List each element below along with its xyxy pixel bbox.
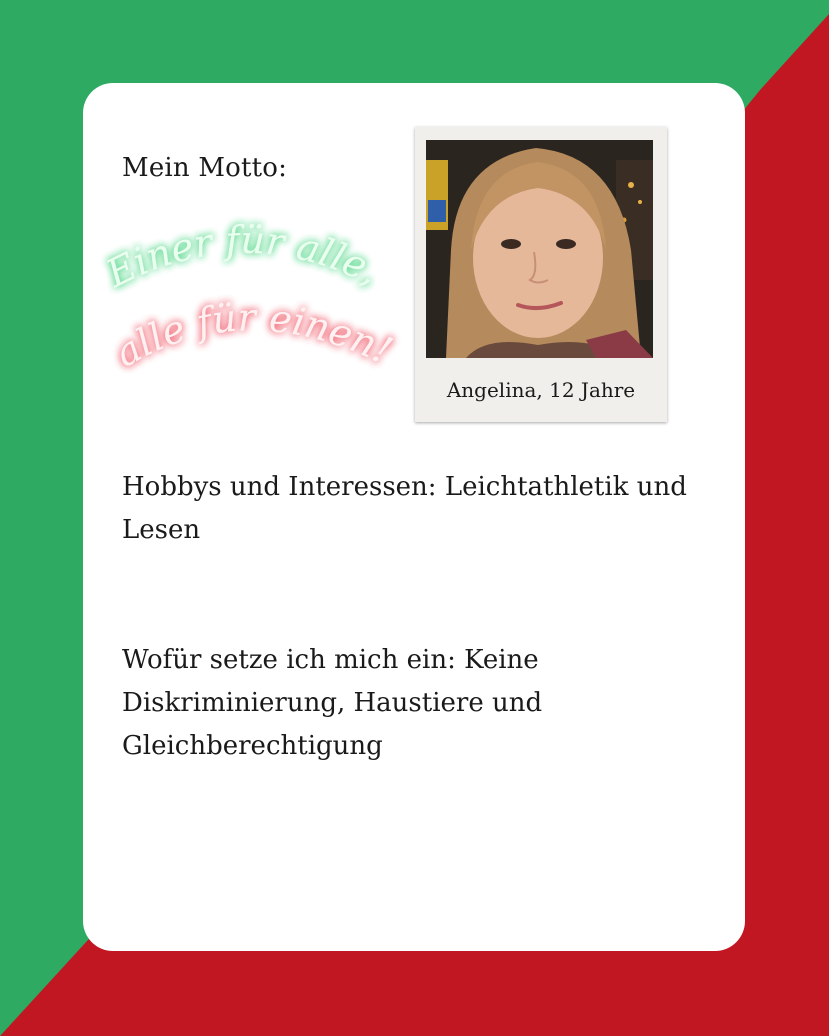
profile-photo-frame: [415, 127, 667, 422]
motto-line-1: Einer für alle,: [99, 217, 387, 296]
engagement-text: Wofür setze ich mich ein: Keine Diskriminierung, Haustiere und Gleichberechtigung: [122, 645, 543, 761]
motto-line-2: alle für einen!: [107, 295, 399, 376]
motto-label: Mein Motto:: [122, 153, 288, 183]
profile-photo: [426, 140, 653, 358]
photo-caption: Angelina, 12 Jahre: [446, 378, 636, 402]
profile-card: [83, 83, 745, 951]
hobbies-text: Hobbys und Interessen: Leichtathletik und Lesen: [122, 472, 687, 545]
motto-neon-text: [99, 217, 423, 408]
